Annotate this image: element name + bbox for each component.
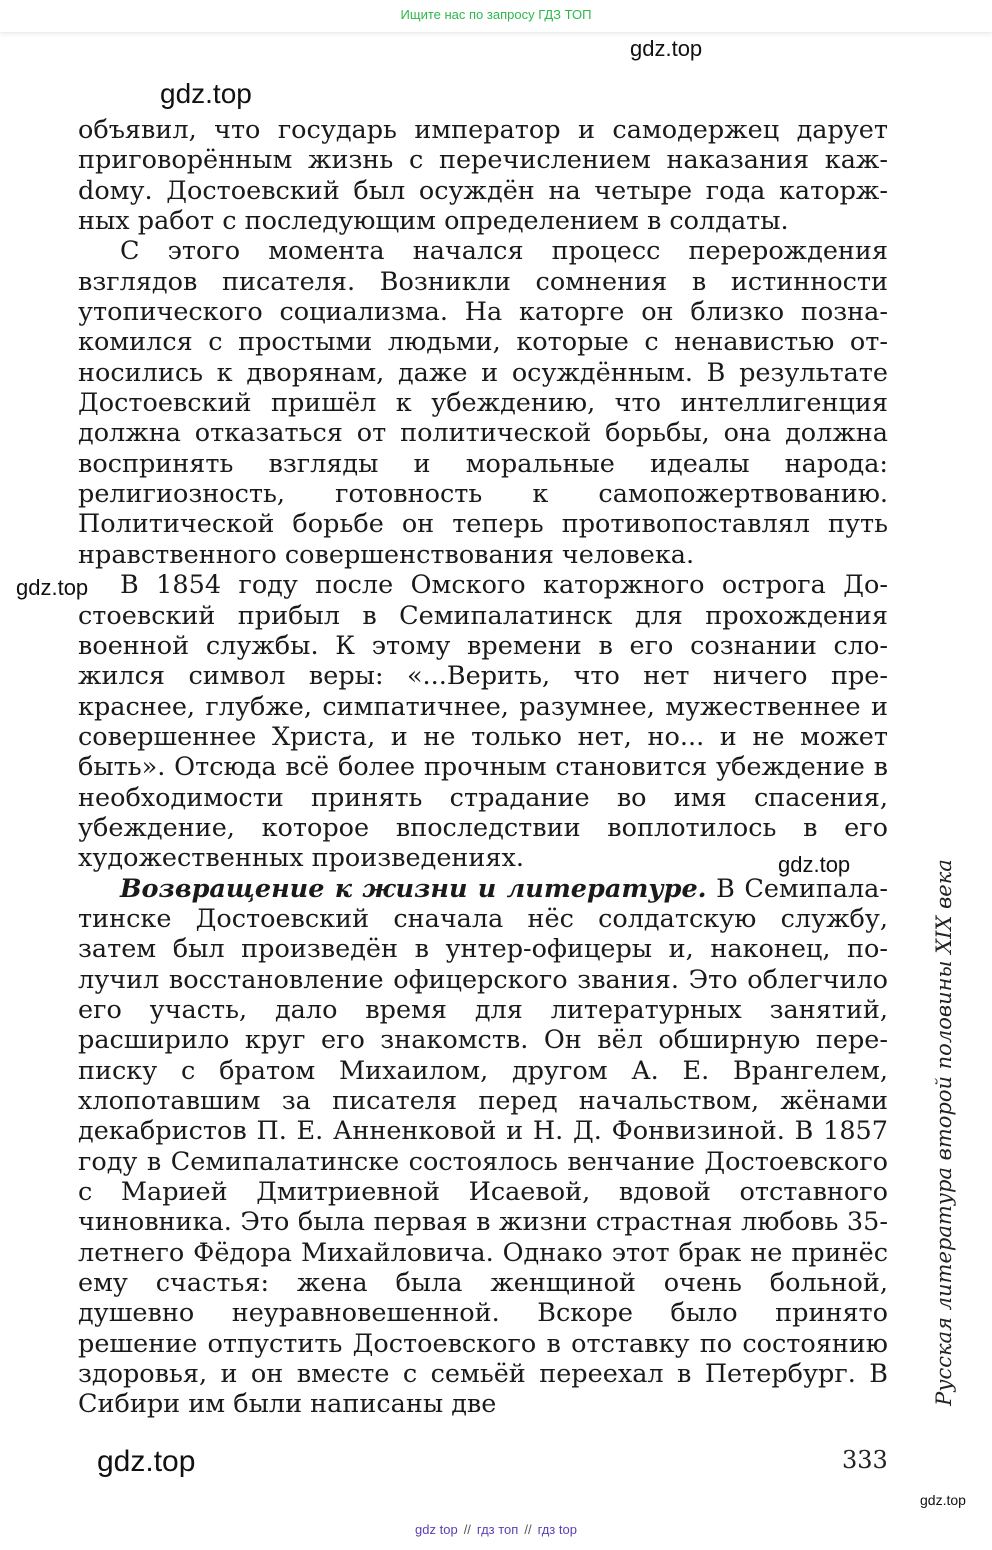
watermark: gdz.top: [16, 575, 89, 600]
watermark: gdz.top: [630, 36, 703, 61]
paragraph: С этого момента начался процесс перерождения взглядов писателя. Возникли сомнения в истинности утопического социализма. На каторге он близко познакомился с простыми людьми, которые с ненавистью относились к дворянам, даже и осуждённым. В результате Достоевский пришёл к убеждению, что интеллигенция должна отказаться от политической борьбы, она должна воспринять взгляды и моральные идеалы народа: религиозность, готовность к самопожертвованию. Политической борьбе он теперь противопоставлял путь нравственного совершенствования человека.: [78, 236, 888, 570]
page-body-text: [78, 115, 888, 1420]
section-heading: Возвращение к жизни и литературе.: [120, 873, 707, 904]
top-banner[interactable]: Ищите нас по запросу ГДЗ ТОП: [0, 0, 992, 33]
page-number: 333: [842, 1446, 888, 1474]
footer-link[interactable]: гдз топ: [476, 1522, 519, 1537]
footer-link[interactable]: gdz top: [415, 1522, 458, 1537]
paragraph-text: В Семипалатинске Достоевский сначала нёс солдатскую службу, затем был произведён в унтер-офицеры и, наконец, получил восстановление офицерского звания. Это облегчило его участь, дало время для литературных занятий, расширило круг его знакомств. Он вёл обширную переписку с братом Михаилом, другом А. Е. Врангелем, хлопотавшим за писателя перед начальством, жёнами декабристов П. Е. Анненковой и Н. Д. Фонвизиной. В 1857 году в Семипалатинске состоялось венчание Достоевского с Марией Дмитриевной Исаевой, вдовой отставного чиновника. Это была первая в жизни страстная любовь 35-летнего Фёдора Михайловича. Однако этот брак не принёс ему счастья: жена была женщиной очень больной, душевно неуравновешенной. Вскоре было принято решение отпустить Достоевского в отставку по состоянию здоровья, и он вместе с семьёй переехал в Петербург. В Сибири им были написаны две: [78, 873, 888, 1420]
paragraph: В 1854 году после Омского каторжного острога Достоевский прибыл в Семипалатинск для прохождения военной службы. К этому времени в его сознании сложился символ веры: «...Верить, что нет ничего прекраснее, глубже, симпатичнее, разумнее, мужественнее и совершеннее Христа, и не только нет, но... и не может быть». Отсюда всё более прочным становится убеждение в необходимости принять страдание во имя спасения, убеждение, которое впоследствии воплотилось в его художественных произведениях.: [78, 570, 888, 874]
watermark: gdz.top: [778, 852, 851, 877]
watermark: gdz.top: [920, 1492, 966, 1508]
paragraph: объявил, что государь император и самодержец дарует приговорённым жизнь с перечислением наказания кажdому. Достоевский был осуждён на четыре года каторжных работ с последующим определением в солдаты.: [78, 115, 888, 237]
footer-links: [0, 1522, 992, 1537]
footer-separator: //: [524, 1522, 532, 1537]
watermark: gdz.top: [160, 78, 252, 109]
footer-link[interactable]: гдз top: [537, 1522, 577, 1537]
paragraph: [78, 874, 888, 1420]
running-title: Русская литература второй половины XIX века: [932, 859, 956, 1406]
footer-separator: //: [463, 1522, 471, 1537]
watermark: gdz.top: [97, 1445, 196, 1478]
